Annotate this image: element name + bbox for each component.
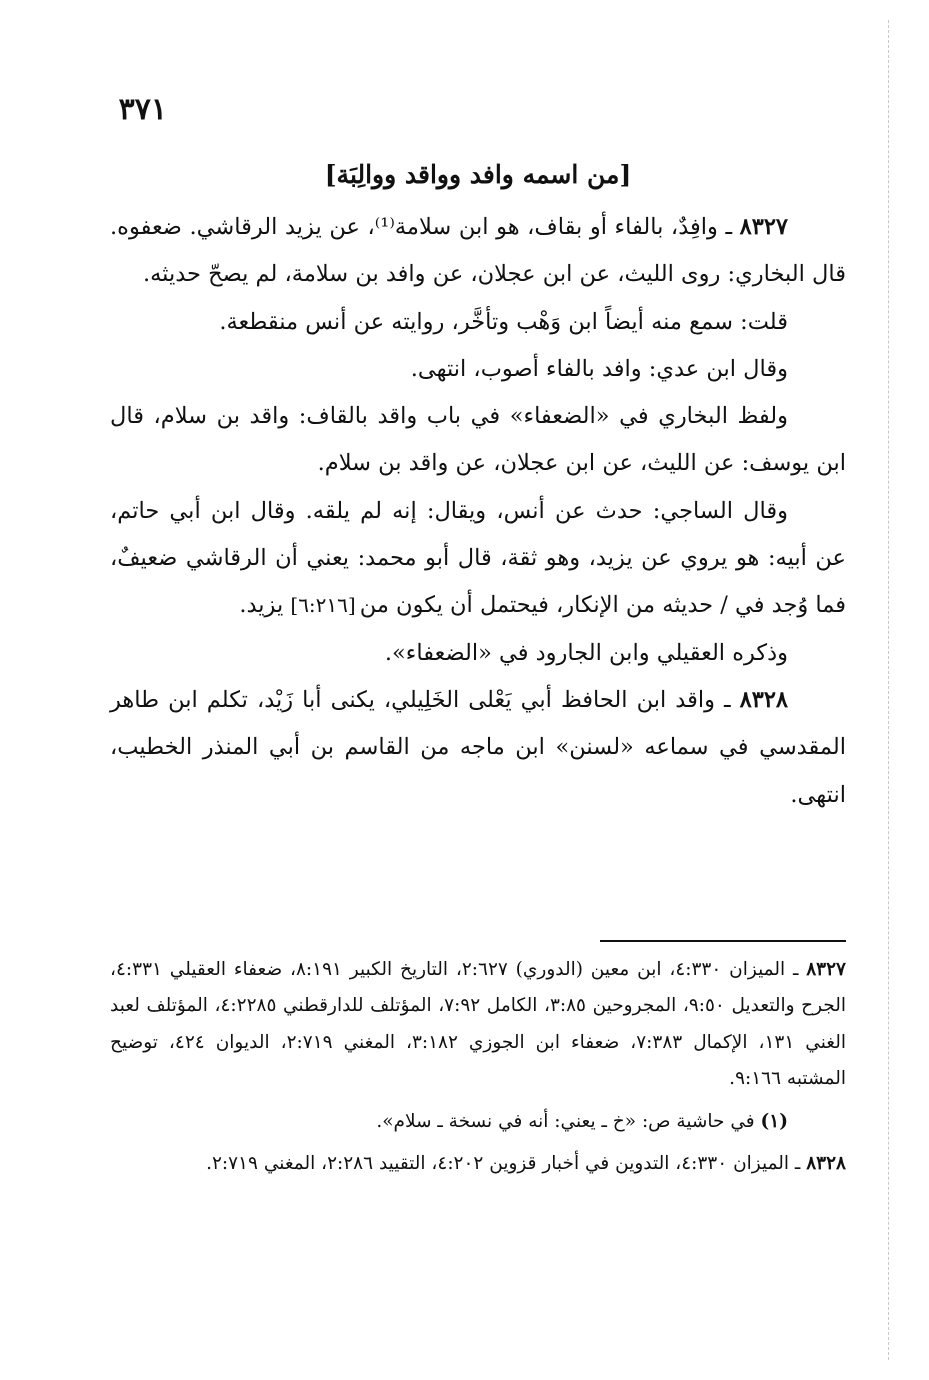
paragraph-text: ـ واقد ابن الحافظ أبي يَعْلى الخَلِيلي، يكنى أبا زَيْد، تكلم ابن طاهر المقدسي في سماعه «لسنن» ابن ماجه من القاسم بن أبي المنذر الخطيب، انتهى. — [110, 686, 846, 808]
paragraph-text: قلت: سمع منه أيضاً ابن وَهْب وتأخَّر، روايته عن أنس منقطعة. — [219, 308, 788, 335]
paragraph-text: يزيد. — [239, 592, 291, 619]
entry-number: ٨٣٢٧ — [739, 214, 789, 240]
paragraph — [110, 488, 846, 630]
paragraph — [110, 393, 846, 488]
entry-paragraph — [110, 677, 846, 819]
section-heading: [من اسمه وافد وواقد ووالِبَة] — [324, 160, 632, 189]
paragraph — [110, 299, 846, 346]
paragraph — [110, 346, 846, 393]
paragraph-text: وقال الساجي: حدث عن أنس، ويقال: إنه لم يلقه. وقال ابن أبي حاتم، عن أبيه: هو يروي عن يزيد، وهو ثقة، قال أبو محمد: يعني أن الرقاشي ضعيفٌ، فما وُجد في / حديثه من الإنكار، فيحتمل أن يكون من — [110, 497, 846, 619]
note-text: في حاشية ص: «خ ـ يعني: أنه في نسخة ـ سلام». — [376, 1110, 761, 1132]
source-note — [110, 1146, 846, 1182]
page-number: ٣٧١ — [118, 92, 167, 127]
entry-number: ٨٣٢٨ — [739, 686, 788, 713]
folio-marker: [٦:٢١٦] — [290, 593, 356, 618]
source-note — [110, 952, 846, 1098]
note-text: ـ الميزان ٤:٣٣٠، ابن معين (الدوري) ٢:٦٢٧، التاريخ الكبير ٨:١٩١، ضعفاء العقيلي ٤:٣٣١، الجرح والتعديل ٩:٥٠، المجروحين ٣:٨٥، الكامل ٧:٩٢، المؤتلف للدارقطني ٤:٢٢٨٥، المؤتلف لعبد الغني ١٣١، الإكمال ٧:٣٨٣، ضعفاء ابن الجوزي ٣:١٨٢، المغني ٢:٧١٩، الديوان ٤٢٤، توضيح المشتبه ٩:١٦٦. — [110, 959, 847, 1090]
paragraph-text: ـ وافِدٌ، بالفاء أو بقاف، هو ابن سلامة⁽¹⁾، عن يزيد الرقاشي. ضعفوه. قال البخاري: روى الليث، عن ابن عجلان، عن وافد بن سلامة، لم يصحّ حديثه. — [110, 214, 846, 288]
note-number: ٨٣٢٧ — [806, 959, 846, 980]
main-text — [110, 150, 846, 819]
paragraph — [110, 630, 846, 677]
page-edge-line — [888, 20, 890, 1360]
footnote — [110, 1104, 846, 1140]
note-number: ٨٣٢٨ — [806, 1153, 846, 1175]
paragraph-text: وذكره العقيلي وابن الجارود في «الضعفاء». — [384, 639, 788, 666]
footnote-separator — [600, 940, 846, 942]
entry-paragraph — [110, 204, 846, 299]
paragraph-text: ولفظ البخاري في «الضعفاء» في باب واقد بالقاف: واقد بن سلام، قال ابن يوسف: عن الليث، عن ابن عجلان، عن واقد بن سلام. — [110, 403, 846, 477]
footnotes — [110, 952, 846, 1188]
paragraph-text: وقال ابن عدي: وافد بالفاء أصوب، انتهى. — [410, 355, 788, 382]
note-text: ـ الميزان ٤:٣٣٠، التدوين في أخبار قزوين ٤:٢٠٢، التقييد ٢:٢٨٦، المغني ٢:٧١٩. — [206, 1153, 807, 1175]
note-number: (١) — [760, 1110, 788, 1132]
